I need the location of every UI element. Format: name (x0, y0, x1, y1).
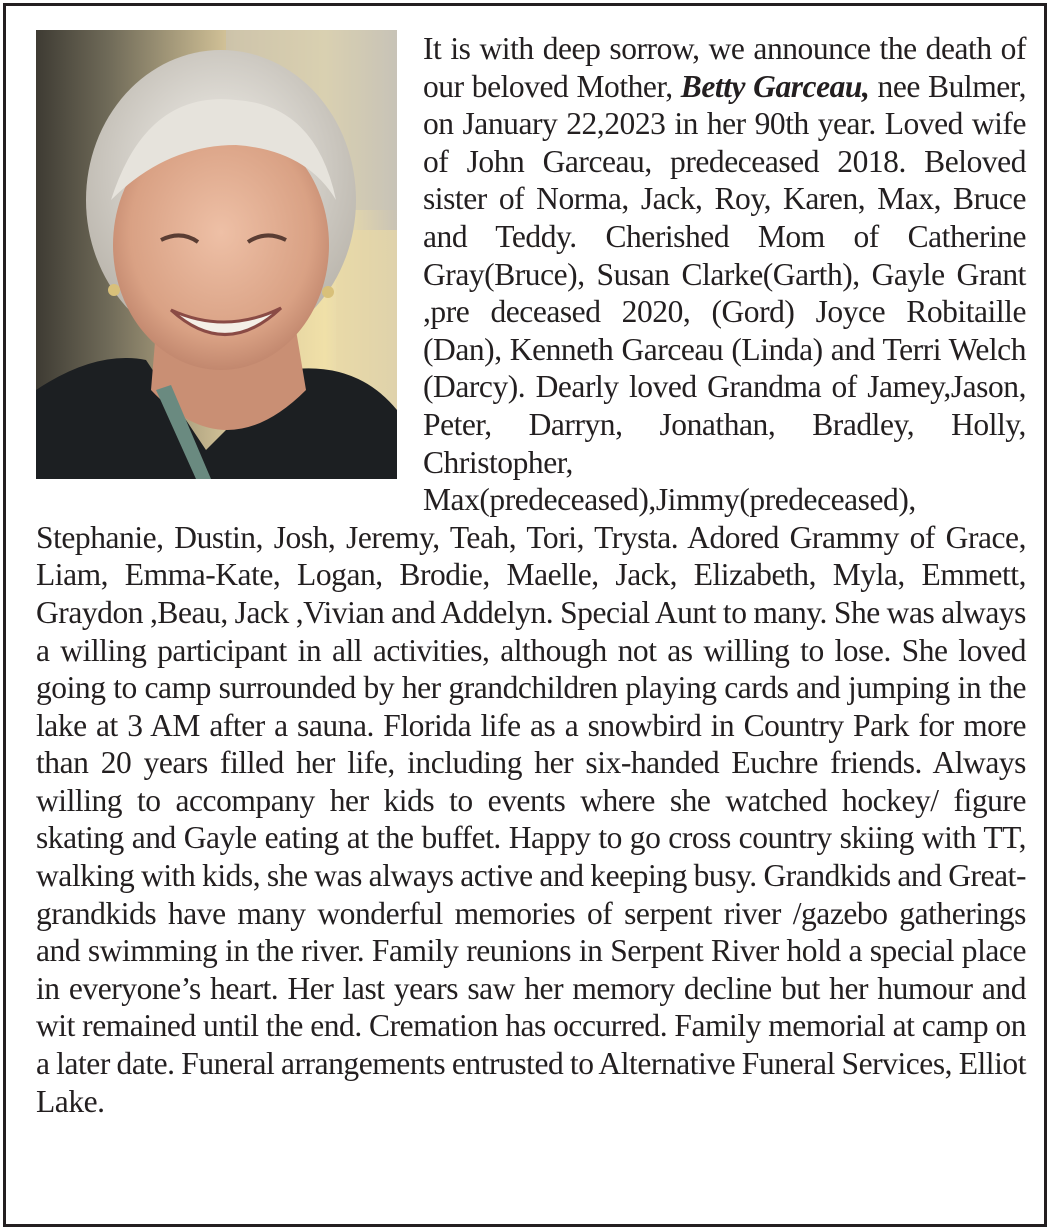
obituary-content (36, 30, 1026, 1120)
obituary-body: nee Bulmer, on January 22,2023 in her 90th year. Loved wife of John Garceau, predeceased 2018. Beloved sister of Norma, Jack, Roy, Karen, Max, Bruce and Teddy. Cherished Mom of Catherine Gray(Bruce), Susan Clarke(Garth), Gayle Grant ,pre deceased 2020, (Gord) Joyce Robitaille (Dan), Kenneth Garceau (Linda) and Terri Welch (Darcy). Dearly loved Grandma of Jamey,Jason, Peter, Darryn, Jonathan, Bradley, Holly, Christopher, Max(predeceased),Jimmy(predeceased), Stephanie, Dustin, Josh, Jeremy, Teah, Tori, Trysta. Adored Grammy of Grace, Liam, Emma-Kate, Logan, Brodie, Maelle, Jack, Elizabeth, Myla, Emmett, Graydon ,Beau, Jack ,Vivian and Addelyn. Special Aunt to many. She was always a willing participant in all activities, although not as willing to lose. She loved going to camp surrounded by her grandchildren playing cards and jumping in the lake at 3 AM after a sauna. Florida life as a snowbird in Country Park for more than 20 years filled her life, including her six-handed Euchre friends. Always willing to accompany her kids to events where she watched hockey/ figure skating and Gayle eating at the buffet. Happy to go cross country skiing with TT, walking with kids, she was always active and keeping busy. Grandkids and Great-grandkids have many wonderful memories of serpent river /gazebo gatherings and swimming in the river. Family reunions in Serpent River hold a special place in everyone’s heart. Her last years saw her memory decline but her humour and wit remained until the end. Cremation has occurred. Family memorial at camp on a later date. Funeral arrangements entrusted to Alternative Funeral Services, Elliot Lake. (36, 68, 1026, 1119)
portrait-icon (36, 30, 397, 479)
portrait-photo (36, 30, 397, 479)
obituary-intro: It is with deep sorrow, we announce the death of our beloved Mother, (423, 31, 1026, 104)
obituary-frame (3, 3, 1047, 1227)
deceased-name: Betty Garceau, (680, 68, 870, 104)
